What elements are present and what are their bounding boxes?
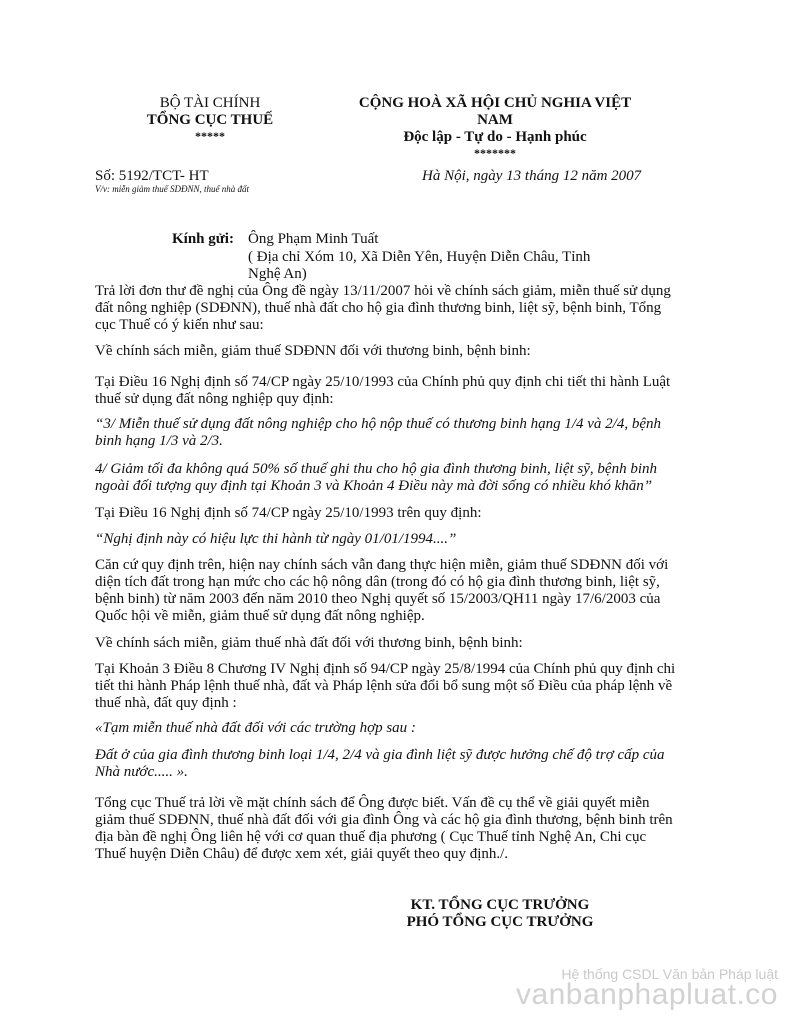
paragraph-3: Tại Điều 16 Nghị định số 74/CP ngày 25/10/1993 của Chính phủ quy định chi tiết thi hành Luật thuế sử dụng đất nông nghiệp quy định:	[95, 374, 671, 407]
department-name: TỔNG CỤC THUẾ	[146, 112, 274, 128]
document-subject: V/v: miễn giảm thuế SDĐNN, thuế nhà đất	[95, 184, 249, 194]
paragraph-1: Trả lời đơn thư đề nghị của Ông đề ngày 13/11/2007 hỏi về chính sách giảm, miễn thuế sử dụng đất nông nghiệp (SDĐNN), thuế nhà đất cho hộ gia đình thương binh, liệt sỹ, bệnh binh, Tổng cục Thuế có ý kiến như sau:	[95, 283, 671, 333]
paragraph-9: Về chính sách miễn, giảm thuế nhà đất đối với thương binh, bệnh binh:	[95, 635, 523, 651]
paragraph-13: Tổng cục Thuế trả lời về mặt chính sách để Ông được biết. Vấn đề cụ thể về giải quyết miễn giảm thuế SDĐNN, thuế nhà đất đối với gia đình Ông và các hộ gia đình thương, bệnh binh trên địa bàn đề nghị Ông liên hệ với cơ quan thuế địa phương ( Cục Thuế tỉnh Nghệ An, Chi cục Thuế huyện Diễn Châu) để được xem xét, giải quyết theo quy định./.	[95, 795, 673, 862]
motto: Độc lập - Tự do - Hạnh phúc	[403, 129, 587, 145]
header-left-stars: *****	[195, 129, 225, 143]
ministry-name: BỘ TÀI CHÍNH	[159, 95, 261, 111]
paragraph-12-quote: Đất ở của gia đình thương binh loại 1/4, 2/4 và gia đình liệt sỹ được hưởng chế độ trợ cấp của Nhà nước..... ».	[95, 747, 665, 780]
paragraph-8: Căn cứ quy định trên, hiện nay chính sách vẫn đang thực hiện miễn, giảm thuế SDĐNN đối với diện tích đất trong hạn mức cho các hộ nông dân (trong đó có hộ gia đình thương binh, liệt sỹ, bệnh binh) từ năm 2003 đến năm 2010 theo Nghị quyết số 15/2003/QH11 ngày 17/6/2003 của Quốc hội về miễn, giảm thuế sử dụng đất nông nghiệp.	[95, 557, 669, 624]
paragraph-11-quote: «Tạm miễn thuế nhà đất đối với các trường hợp sau :	[95, 720, 416, 736]
nation-title-line2: NAM	[477, 112, 513, 128]
recipient-label: Kính gửi:	[172, 231, 234, 247]
recipient-name: Ông Phạm Minh Tuất	[248, 231, 379, 247]
header-left	[100, 95, 320, 143]
place-date: Hà Nội, ngày 13 tháng 12 năm 2007	[422, 168, 642, 184]
paragraph-4-quote: “3/ Miễn thuế sử dụng đất nông nghiệp cho hộ nộp thuế có thương binh hạng 1/4 và 2/4, bệnh binh hạng 1/3 và 2/3.	[95, 416, 661, 449]
nation-title-line1: CỘNG HOÀ XÃ HỘI CHỦ NGHIA VIỆT	[358, 95, 632, 111]
header-right	[330, 95, 660, 160]
watermark-site: vanbanphapluat.co	[515, 978, 778, 1011]
paragraph-7-quote: “Nghị định này có hiệu lực thi hành từ ngày 01/01/1994....”	[95, 531, 457, 547]
document-number: Số: 5192/TCT- HT	[95, 168, 209, 184]
paragraph-6: Tại Điều 16 Nghị định số 74/CP ngày 25/10/1993 trên quy định:	[95, 505, 482, 521]
signature-line1: KT. TỔNG CỤC TRƯỞNG	[410, 897, 590, 913]
recipient-address-line1: ( Địa chỉ Xóm 10, Xã Diễn Yên, Huyện Diễn Châu, Tỉnh	[248, 249, 591, 265]
signature-line2: PHÓ TỔNG CỤC TRƯỞNG	[406, 914, 594, 930]
recipient-address-line2: Nghệ An)	[248, 266, 307, 282]
paragraph-10: Tại Khoản 3 Điều 8 Chương IV Nghị định số 94/CP ngày 25/8/1994 của Chính phủ quy định chi tiết thi hành Pháp lệnh thuế nhà, đất và Pháp lệnh sửa đổi bổ sung một số Điều của pháp lệnh về thuế nhà, đất quy định :	[95, 661, 676, 711]
paragraph-5-quote: 4/ Giảm tối đa không quá 50% số thuế ghi thu cho hộ gia đình thương binh, liệt sỹ, bệnh binh ngoài đối tượng quy định tại Khoản 3 và Khoản 4 Điều này mà đời sống có nhiều khó khăn”	[95, 461, 657, 494]
header-right-stars: *******	[474, 146, 516, 160]
signature-block	[380, 897, 620, 931]
watermark-caption: Hệ thống CSDL Văn bản Pháp luật	[561, 966, 778, 982]
paragraph-2: Về chính sách miễn, giảm thuế SDĐNN đối với thương binh, bệnh binh:	[95, 343, 531, 359]
